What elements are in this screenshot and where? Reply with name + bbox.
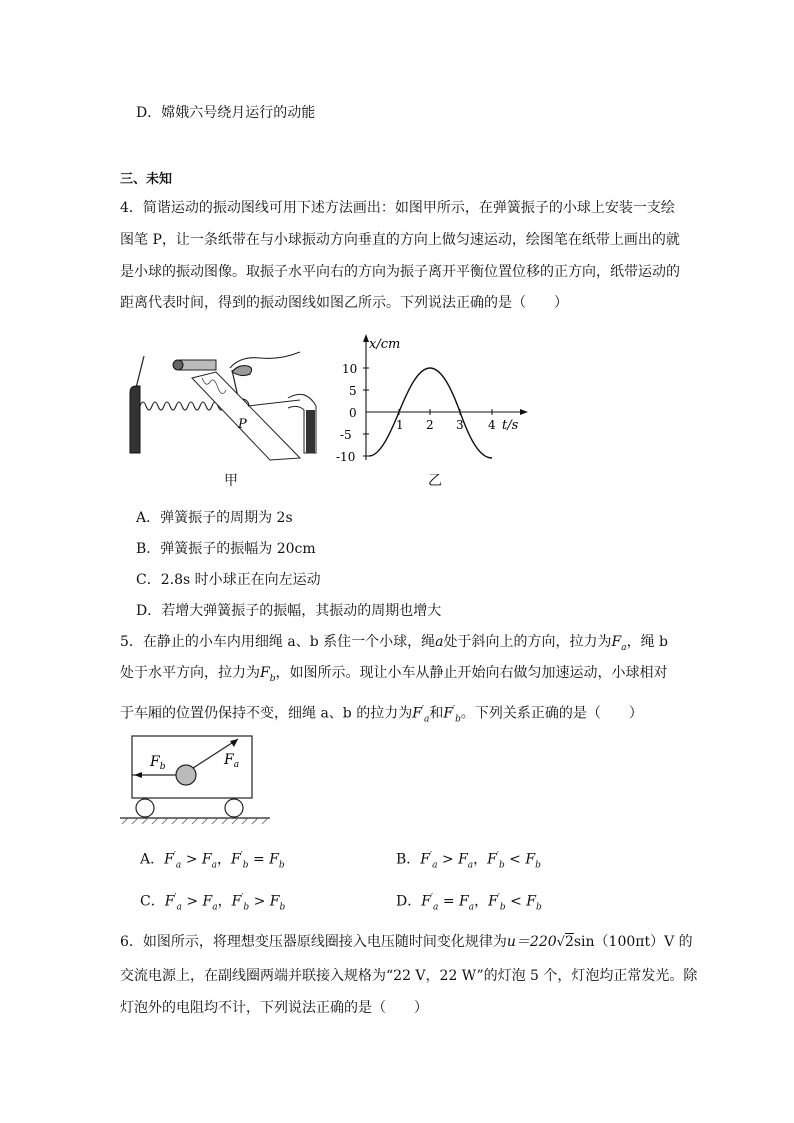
y-tick-0: 0 [349,406,357,420]
figure-yi-label: 乙 [428,473,442,489]
q4-line-1: 4．简谐运动的振动图线可用下述方法画出：如图甲所示，在弹簧振子的小球上安装一支绘 [120,200,675,216]
q5-option-b: B．$F'_a > F_a$，$F'_b < F_b$ [396,851,541,871]
x-tick-4: 4 [488,418,496,432]
q4-option-d: D．若增大弹簧振子的振幅，其振动的周期也增大 [136,603,442,619]
q4-line-3: 是小球的振动图像。取振子水平向右的方向为振子离开平衡位置位移的正方向，纸带运动的 [120,264,680,280]
spring-oscillator-figure [120,348,330,463]
x-tick-1: 1 [396,418,404,432]
q4-option-b: B．弹簧振子的振幅为 20cm [136,541,316,557]
fig-force-fb: $F_b$ [150,754,166,772]
x-tick-2: 2 [426,418,434,432]
cart-ball-figure [120,734,270,826]
q5-option-d: D．$F'_a = F_a$，$F'_b < F_b$ [396,893,542,913]
q5-line-2: 处于水平方向，拉力为$F_b$，如图所示。现让小车从静止开始向右做匀加速运动，小球相对 [120,665,668,684]
vibration-graph [336,330,531,470]
section-heading: 三、未知 [120,172,173,187]
y-tick-5: 5 [349,384,357,398]
q4-option-c: C．2.8s 时小球正在向左运动 [136,572,321,588]
q4-line-4: 距离代表时间，得到的振动图线如图乙所示。下列说法正确的是（ ） [120,295,568,311]
y-tick-minus-10: -10 [336,450,356,464]
y-tick-10: 10 [342,362,358,376]
q5-line-3: 于车厢的位置仍保持不变，细绳 a、b 的拉力为$F'_a$和$F'_b$。下列关系正确的是（ ） [120,705,643,725]
y-tick-minus-5: -5 [340,428,352,442]
q6-line-2: 交流电源上，在副线圈两端并联接入规格为“22 V，22 W”的灯泡 5 个，灯泡均正常发光。除 [120,968,698,984]
q5-option-a: A．$F'_a > F_a$，$F'_b = F_b$ [140,851,285,871]
figure-jia-label: 甲 [224,473,238,489]
prev-option-d: D．嫦娥六号绕月运行的动能 [136,105,316,121]
q4-option-a: A．弹簧振子的周期为 2s [136,510,293,526]
fig-force-fa: $F_a$ [224,752,240,770]
q5-line-1: 5．在静止的小车内用细绳 a、b 系住一个小球，绳a处于斜向上的方向，拉力为$F_a$，绳 b [120,634,668,653]
pen-label-p: P [238,417,247,432]
q5-option-c: C．$F'_a > F_a$，$F'_b > F_b$ [140,893,286,913]
q6-line-3: 灯泡外的电阻均不计，下列说法正确的是（ ） [120,1000,428,1016]
q6-line-1: 6．如图所示，将理想变压器原线圈接入电压随时间变化规律为u＝220√2sin（100πt）V 的 [120,934,693,950]
q4-line-2: 图笔 P，让一条纸带在与小球振动方向垂直的方向上做匀速运动，绘图笔在纸带上画出的就 [120,232,680,248]
x-axis-label: t/s [502,418,519,433]
x-tick-3: 3 [456,418,464,432]
y-axis-label: x/cm [369,337,401,352]
